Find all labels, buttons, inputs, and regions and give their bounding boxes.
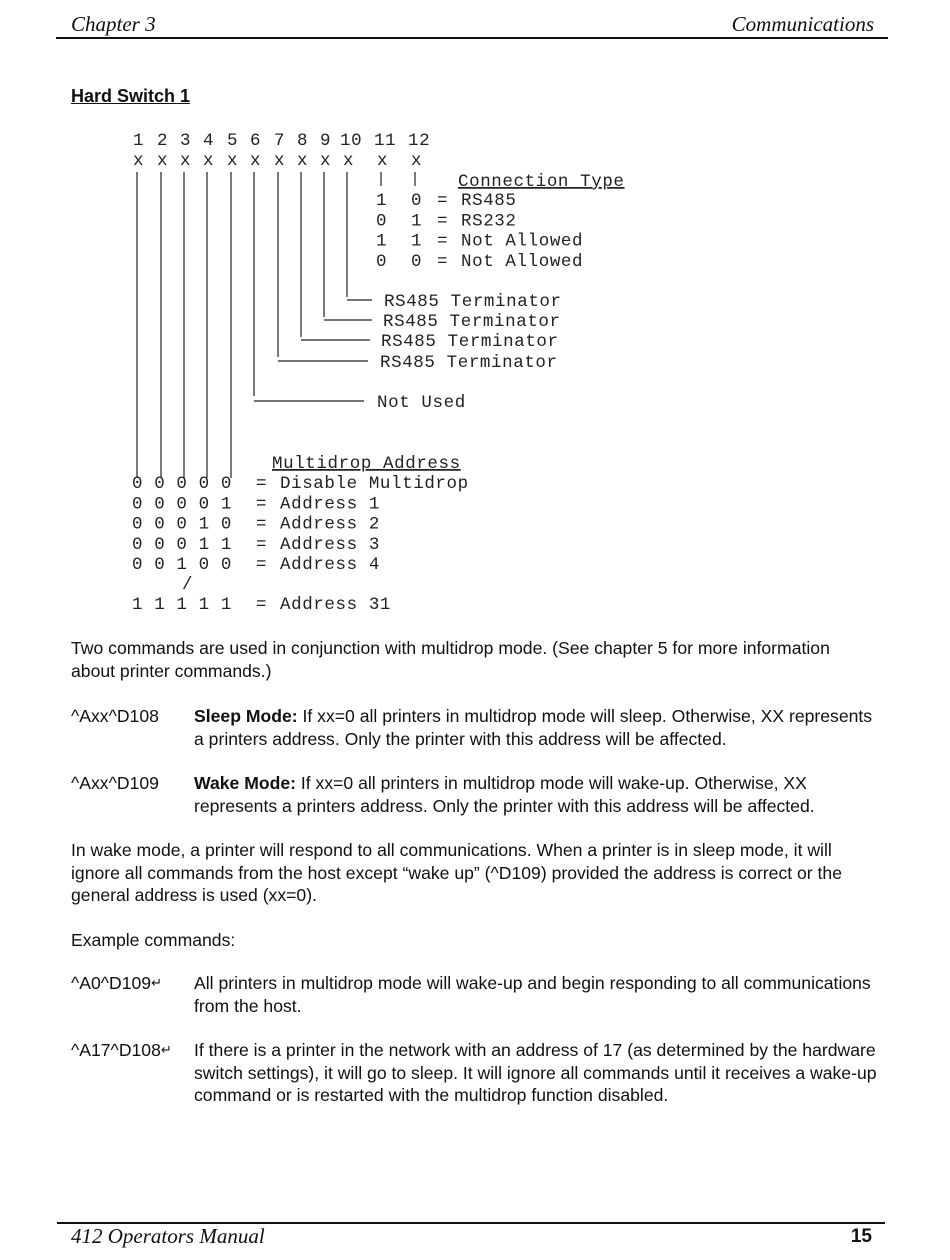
switch-numbers — [133, 131, 430, 151]
equals-sign: = — [256, 534, 268, 555]
connection-type-label: Not Allowed — [461, 251, 584, 272]
switch-12-value: 1 — [411, 211, 423, 232]
switch-number-6: 6 — [250, 131, 262, 151]
header-section: Communications — [731, 12, 874, 36]
command-title: Wake Mode: — [194, 773, 296, 793]
example-description: If there is a printer in the network with an address of 17 (as determined by the hardware switch settings), it will go to sleep. It will ignore all commands until it receives a wake-up command or is restarted with the multidrop function disabled. — [194, 1040, 877, 1105]
example-code: ^A0^D109 — [71, 973, 152, 993]
switch-mark-8: x — [297, 151, 309, 171]
terminator-label-6: RS485 Terminator — [380, 353, 558, 373]
multidrop-ellipsis: / — [182, 575, 194, 595]
multidrop-heading: Multidrop Address — [272, 454, 461, 474]
switch-number-11: 11 — [374, 131, 397, 151]
section-title: Hard Switch 1 — [71, 86, 191, 106]
multidrop-last-eq: = — [256, 595, 268, 615]
multidrop-label: Address 1 — [280, 494, 380, 515]
switch-mark-10: x — [343, 151, 355, 171]
command-description: If xx=0 all printers in multidrop mode will wake-up. Otherwise, XX represents a printers address. Only the printer with this address will be affected. — [194, 773, 815, 816]
equals-sign: = — [256, 474, 268, 494]
multidrop-label: Address 2 — [280, 514, 380, 535]
multidrop-bits: 0 0 0 1 0 — [132, 514, 232, 535]
multidrop-label: Address 4 — [280, 555, 380, 576]
switch-mark-12: x — [411, 151, 423, 171]
command-code: ^Axx^D108 — [71, 706, 159, 726]
connection-type-row — [376, 232, 583, 252]
connection-type-row — [376, 211, 517, 231]
switch-mark-7: x — [274, 151, 286, 171]
command-title: Sleep Mode: — [194, 706, 298, 726]
switch-mark-6: x — [250, 151, 262, 171]
equals-sign: = — [437, 251, 449, 272]
switch-mark-3: x — [180, 151, 192, 171]
example-heading: Example commands: — [71, 930, 236, 950]
switch-number-7: 7 — [274, 131, 286, 151]
terminator-label-8: RS485 Terminator — [383, 312, 561, 332]
multidrop-bits: 0 0 0 0 1 — [132, 494, 232, 515]
switch-mark-9: x — [320, 151, 332, 171]
not-used-label: Not Used — [377, 393, 466, 413]
equals-sign: = — [256, 494, 268, 515]
switch-11-value: 0 — [376, 251, 388, 272]
switch-12-value: 0 — [411, 191, 423, 211]
multidrop-row — [132, 494, 380, 514]
connection-type-heading: Connection Type — [458, 172, 625, 192]
multidrop-bits: 0 0 0 0 0 — [132, 474, 232, 494]
switch-mark-4: x — [203, 151, 215, 171]
switch-12-value: 0 — [411, 251, 423, 272]
equals-sign: = — [256, 514, 268, 535]
multidrop-table — [132, 474, 469, 575]
switch-number-3: 3 — [180, 131, 192, 151]
multidrop-bits: 0 0 0 1 1 — [132, 534, 232, 555]
connection-type-row — [376, 191, 517, 211]
switch-11-value: 1 — [376, 231, 388, 252]
multidrop-label: Address 3 — [280, 534, 380, 555]
multidrop-row — [132, 474, 469, 494]
switch-number-2: 2 — [157, 131, 169, 151]
wake-mode-paragraph: In wake mode, a printer will respond to all communications. When a printer is in sleep mode, it will ignore all commands from the host except “wake up” (^D109) provided the address is correct or the general address is used (xx=0). — [71, 840, 843, 905]
example-code: ^A17^D108 — [71, 1040, 161, 1060]
switch-number-4: 4 — [203, 131, 215, 151]
page-number: 15 — [850, 1226, 872, 1247]
terminator-label-7: RS485 Terminator — [381, 332, 559, 352]
equals-sign: = — [437, 191, 449, 211]
switch-11-value: 1 — [376, 191, 388, 211]
intro-paragraph: Two commands are used in conjunction with multidrop mode. (See chapter 5 for more information about printer commands.) — [71, 638, 830, 681]
connection-type-label: RS485 — [461, 191, 517, 211]
command-description: If xx=0 all printers in multidrop mode will sleep. Otherwise, XX represents a printers address. Only the printer with this address will be affected. — [194, 706, 873, 749]
switch-mark-11: x — [377, 151, 389, 171]
command-sleep — [71, 705, 891, 751]
command-code: ^Axx^D109 — [71, 773, 159, 793]
multidrop-row — [132, 535, 380, 555]
switch-number-5: 5 — [227, 131, 239, 151]
connection-type-label: Not Allowed — [461, 231, 584, 252]
footer-manual-title: 412 Operators Manual — [71, 1224, 265, 1248]
switch-mark-2: x — [157, 151, 169, 171]
switch-mark-1: x — [133, 151, 145, 171]
command-wake — [71, 772, 891, 818]
multidrop-last-label: Address 31 — [280, 595, 392, 615]
enter-key-icon: ↵ — [151, 975, 162, 990]
switch-number-8: 8 — [297, 131, 309, 151]
switch-11-value: 0 — [376, 211, 388, 232]
connection-type-label: RS232 — [461, 211, 517, 232]
multidrop-label: Disable Multidrop — [280, 474, 469, 494]
switch-number-10: 10 — [340, 131, 363, 151]
multidrop-row — [132, 555, 380, 575]
multidrop-last-bits: 1 1 1 1 1 — [132, 595, 232, 615]
switch-number-1: 1 — [133, 131, 145, 151]
switch-number-9: 9 — [320, 131, 332, 151]
switch-12-value: 1 — [411, 231, 423, 252]
connection-type-table — [376, 191, 583, 272]
switch-lines — [137, 172, 415, 478]
multidrop-bits: 0 0 1 0 0 — [132, 555, 232, 576]
switch-marks — [133, 151, 422, 171]
header-chapter: Chapter 3 — [71, 12, 156, 36]
equals-sign: = — [256, 555, 268, 576]
terminator-label-9: RS485 Terminator — [384, 292, 562, 312]
example-wake-all — [71, 972, 891, 1018]
enter-key-icon: ↵ — [160, 1042, 172, 1057]
switch-mark-5: x — [227, 151, 239, 171]
equals-sign: = — [437, 211, 449, 232]
example-sleep-17 — [71, 1039, 891, 1131]
multidrop-row — [132, 515, 380, 535]
connection-type-row — [376, 252, 583, 272]
equals-sign: = — [437, 231, 449, 252]
example-description: All printers in multidrop mode will wake-up and begin responding to all communications from the host. — [194, 973, 871, 1016]
switch-number-12: 12 — [408, 131, 431, 151]
